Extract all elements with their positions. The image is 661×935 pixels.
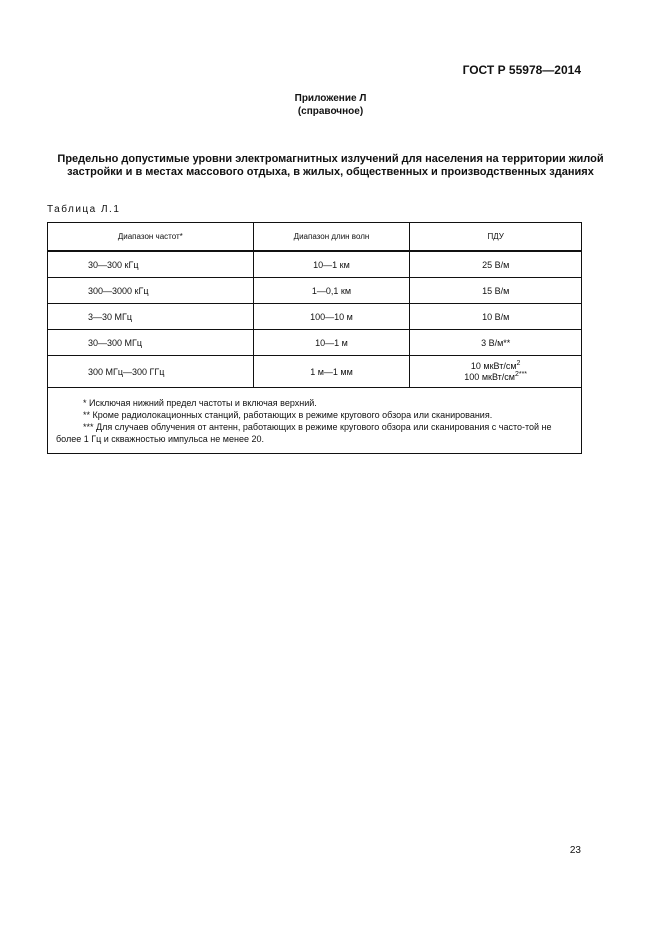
cell-wavelength: 10—1 м	[253, 330, 410, 356]
cell-frequency: 3—30 МГц	[48, 304, 254, 330]
cell-frequency: 300—3000 кГц	[48, 278, 254, 304]
table-notes-row	[48, 388, 582, 454]
superscript: 2	[516, 359, 521, 367]
header-frequency-range: Диапазон частот*	[48, 223, 254, 252]
cell-frequency: 30—300 МГц	[48, 330, 254, 356]
footnote: * Исключая нижний предел частоты и включая верхний.	[83, 398, 317, 408]
table-notes	[48, 388, 582, 454]
annex-subtitle: (справочное)	[297, 106, 364, 117]
annex-title: Приложение Л	[294, 93, 367, 104]
cell-wavelength: 100—10 м	[253, 304, 410, 330]
header-pdu: ПДУ	[410, 223, 582, 252]
table-row	[48, 304, 582, 330]
table-row	[48, 278, 582, 304]
table-row	[48, 330, 582, 356]
cell-pdu: 10 В/м	[410, 304, 582, 330]
cell-frequency: 300 МГц—300 ГГц	[48, 356, 254, 388]
table-row	[48, 356, 582, 388]
table-header-row	[48, 223, 582, 252]
pdu-values	[464, 361, 527, 383]
cell-frequency: 30—300 кГц	[48, 251, 254, 278]
superscript: 2***	[514, 370, 528, 378]
pdu-value-line2: 100 мкВт/$см^{2***}$	[464, 370, 528, 382]
cell-pdu: 25 В/м	[410, 251, 582, 278]
emission-limits-table	[47, 222, 582, 454]
cell-wavelength: 1 м—1 мм	[253, 356, 410, 388]
table-row	[48, 251, 582, 278]
table-label: Таблица Л.1	[47, 204, 121, 215]
cell-pdu: 15 В/м	[410, 278, 582, 304]
footnote: ** Кроме радиолокационных станций, работающих в режиме кругового обзора или сканирования.	[83, 410, 493, 420]
cell-wavelength: 1—0,1 км	[253, 278, 410, 304]
cell-pdu	[410, 356, 582, 388]
footnote: *** Для случаев облучения от антенн, работающих в режиме кругового обзора или сканирования с часто-той не более 1 Гц и скважностью импульса не менее 20.	[56, 422, 552, 444]
page-number: 23	[569, 845, 581, 856]
standard-code: ГОСТ Р 55978—2014	[462, 63, 581, 77]
cell-wavelength: 10—1 км	[253, 251, 410, 278]
cell-pdu: 3 В/м**	[410, 330, 582, 356]
document-title: Предельно допустимые уровни электромагнитных излучений для населения на территории жилой застройки и в местах массового отдыха, в жилых, общественных и производственных зданиях	[57, 153, 604, 178]
pdu-value-line1: 10 мкВт/$см^2$	[470, 359, 521, 371]
header-wavelength-range: Диапазон длин волн	[253, 223, 410, 252]
annex-heading	[0, 92, 661, 118]
